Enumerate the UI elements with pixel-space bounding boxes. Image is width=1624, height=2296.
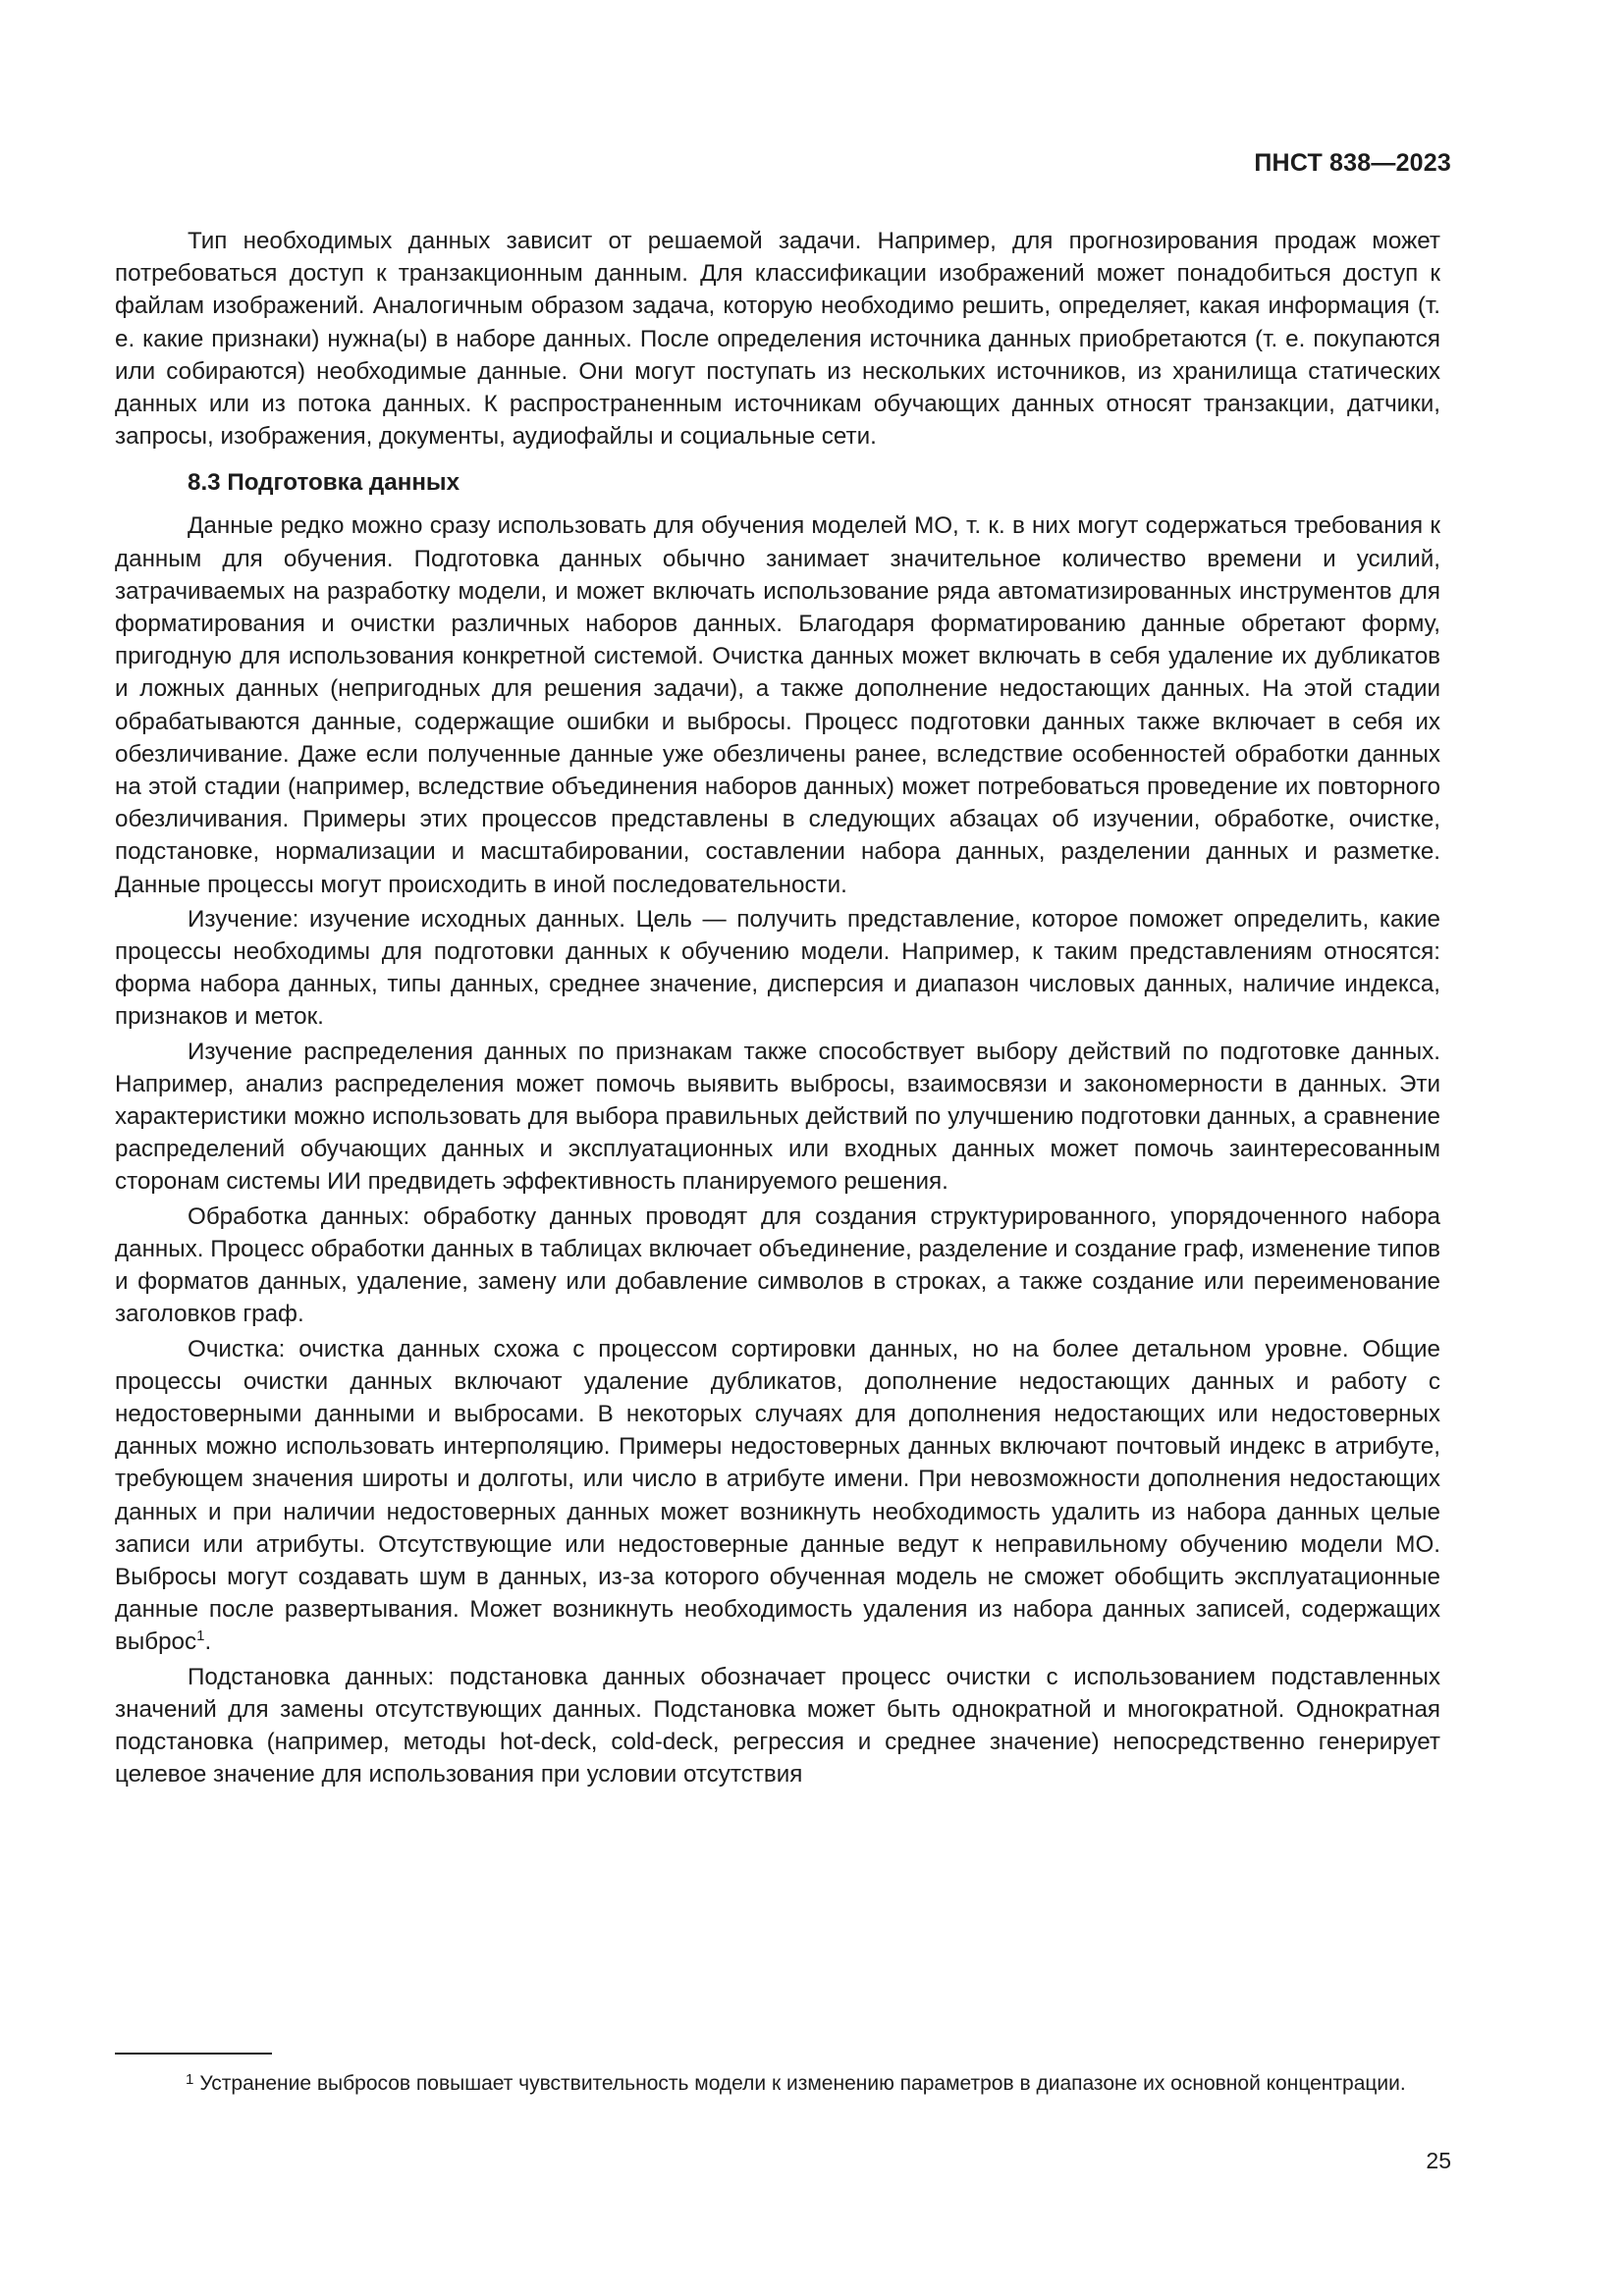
footnote-separator xyxy=(115,2053,272,2055)
paragraph: Изучение: изучение исходных данных. Цель — получить представление, которое поможет определить, какие процессы необходимы для подготовки данных к обучению модели. Например, к таким представлениям относятся: форма набора данных, типы данных, среднее значение, дисперсия и диапазон числовых данных, наличие индекса, признаков и меток. xyxy=(115,905,1440,1031)
section-heading: 8.3 Подготовка данных xyxy=(188,469,460,497)
footnote xyxy=(115,2065,1440,2099)
footnote-marker: 1 xyxy=(186,2071,194,2088)
paragraph: Изучение распределения данных по признакам также способствует выбору действий по подготовке данных. Например, анализ распределения может помочь выявить выбросы, взаимосвязи и закономерности в данных. Эти характеристики можно использовать для выбора правильных действий по улучшению подготовки данных, а сравнение распределений обучающих данных и эксплуатационных или входных данных может помочь заинтересованным сторонам системы ИИ предвидеть эффективность планируемого решения. xyxy=(115,1038,1440,1196)
paragraph: Обработка данных: обработку данных проводят для создания структурированного, упорядоченного набора данных. Процесс обработки данных в таблицах включает объединение, разделение и создание граф, изменение типов и форматов данных, удаление, замену или добавление символов в строках, а также создание или переименование заголовков граф. xyxy=(115,1202,1440,1328)
page-content xyxy=(115,225,1440,1792)
paragraph: Подстановка данных: подстановка данных обозначает процесс очистки с использованием подставленных значений для замены отсутствующих данных. Подстановка может быть однократной и многократной. Однократная подстановка (например, методы hot-deck, cold-deck, регрессия и среднее значение) непосредственно генерирует целевое значение для использования при условии отсутствия xyxy=(115,1663,1440,1789)
page-number: 25 xyxy=(1426,2148,1451,2173)
paragraph-with-footnote xyxy=(115,1333,1440,1659)
footnote-reference[interactable]: 1 xyxy=(196,1628,205,1645)
paragraph-end: . xyxy=(204,1629,212,1656)
paragraph-text: Очистка: очистка данных схожа с процессом сортировки данных, но на более детальном уровне. Общие процессы очистки данных включают удаление дубликатов, дополнение недостающих данных и работу с недостоверными данными и выбросами. В некоторых случаях для дополнения недостающих или недостоверных данных можно использовать интерполяцию. Примеры недостоверных данных включают почтовый индекс в атрибуте, требующем значения широты и долготы, или число в атрибуте имени. При невозможности дополнения недостающих данных и при наличии недостоверных данных может возникнуть необходимость удалить из набора данных целые записи или атрибуты. Отсутствующие или недостоверные данные ведут к неправильному обучению модели МО. Выбросы могут создавать шум в данных, из-за которого обученная модель не сможет обобщить эксплуатационные данные после развертывания. Может возникнуть необходимость удаления из набора данных записей, содержащих выброс xyxy=(115,1335,1440,1656)
document-code: ПНСТ 838—2023 xyxy=(1254,149,1451,177)
paragraph: Тип необходимых данных зависит от решаемой задачи. Например, для прогнозирования продаж может потребоваться доступ к транзакционным данным. Для классификации изображений может понадобиться доступ к файлам изображений. Аналогичным образом задача, которую необходимо решить, определяет, какая информация (т. е. какие признаки) нужна(ы) в наборе данных. После определения источника данных приобретаются (т. е. покупаются или собираются) необходимые данные. Они могут поступать из нескольких источников, из хранилища статических данных или из потока данных. К распространенным источникам обучающих данных относят транзакции, датчики, запросы, изображения, документы, аудиофайлы и социальные сети. xyxy=(115,228,1440,451)
footnote-text: Устранение выбросов повышает чувствительность модели к изменению параметров в диапазоне их основной концентрации. xyxy=(199,2072,1406,2095)
paragraph: Данные редко можно сразу использовать для обучения моделей МО, т. к. в них могут содержаться требования к данным для обучения. Подготовка данных обычно занимает значительное количество времени и усилий, затрачиваемых на разработку модели, и может включать использование ряда автоматизированных инструментов для форматирования и очистки различных наборов данных. Благодаря форматированию данные обретают форму, пригодную для использования конкретной системой. Очистка данных может включать в себя удаление их дубликатов и ложных данных (непригодных для решения задачи), а также дополнение недостающих данных. На этой стадии обрабатываются данные, содержащие ошибки и выбросы. Процесс подготовки данных также включает в себя их обезличивание. Даже если полученные данные уже обезличены ранее, вследствие особенностей обработки данных на этой стадии (например, вследствие объединения наборов данных) может потребоваться проведение их повторного обезличивания. Примеры этих процессов представлены в следующих абзацах об изучении, обработке, очистке, подстановке, нормализации и масштабировании, составлении набора данных, разделении данных и разметке. Данные процессы могут происходить в иной последовательности. xyxy=(115,512,1440,898)
